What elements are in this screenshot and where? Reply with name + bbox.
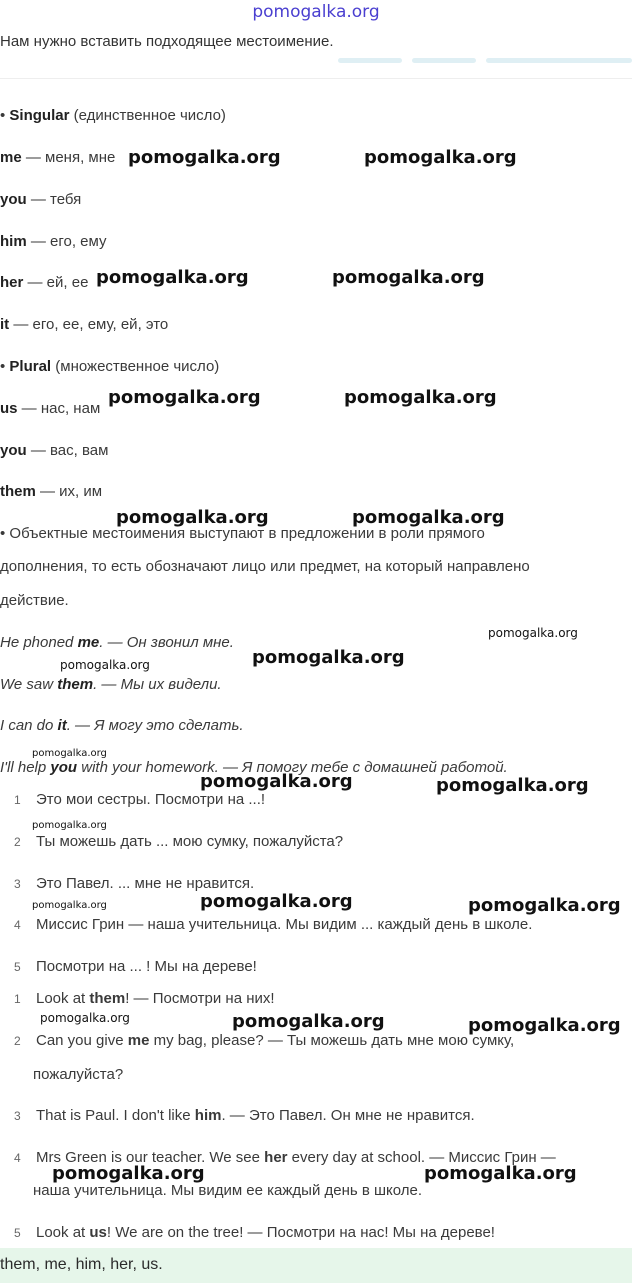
watermark: pomogalka.org <box>40 1011 130 1025</box>
watermark: pomogalka.org <box>252 647 405 668</box>
watermark: pomogalka.org <box>232 1011 385 1032</box>
pronoun-line: her — ей, ее <box>0 274 89 291</box>
watermark: pomogalka.org <box>468 895 621 916</box>
task-item: 5 Посмотри на ... ! Мы на дереве! <box>14 958 257 975</box>
task-item: 4 Миссис Грин — наша учительница. Мы видим ... каждый день в школе. <box>14 916 533 933</box>
task-item: 3 Это Павел. ... мне не нравится. <box>14 875 255 892</box>
intro-text: Нам нужно вставить подходящее местоимение. <box>0 33 334 50</box>
watermark: pomogalka.org <box>116 507 269 528</box>
watermark: pomogalka.org <box>32 900 107 911</box>
example-line: I can do it. — Я могу это сделать. <box>0 717 244 734</box>
rule-line: дополнения, то есть обозначают лицо или предмет, на который направлено <box>0 558 530 575</box>
answer-item-continuation: пожалуйста? <box>33 1066 124 1083</box>
watermark: pomogalka.org <box>352 507 505 528</box>
task-item: 2 Ты можешь дать ... мою сумку, пожалуйста? <box>14 833 344 850</box>
pronoun-line: him — его, ему <box>0 233 107 250</box>
example-line: We saw them. — Мы их видели. <box>0 676 222 693</box>
rule-line: • Объектные местоимения выступают в предложении в роли прямого <box>0 525 485 542</box>
answer-item: 2 Can you give me my bag, please? — Ты можешь дать мне мою сумку, <box>14 1032 515 1049</box>
pronoun-line: me — меня, мне <box>0 149 116 166</box>
rule-line: действие. <box>0 592 69 609</box>
watermark: pomogalka.org <box>60 658 150 672</box>
watermark: pomogalka.org <box>108 387 261 408</box>
divider <box>0 78 632 79</box>
pronoun-line: you — тебя <box>0 191 82 208</box>
example-line: I'll help you with your homework. — Я помогу тебе с домашней работой. <box>0 759 508 776</box>
singular-heading: • Singular (единственное число) <box>0 107 226 124</box>
watermark: pomogalka.org <box>468 1015 621 1036</box>
answer-item: 5 Look at us! We are on the tree! — Посмотри на нас! Мы на дереве! <box>14 1224 495 1241</box>
watermark: pomogalka.org <box>332 267 485 288</box>
site-header-watermark: pomogalka.org <box>252 2 380 22</box>
plural-heading: • Plural (множественное число) <box>0 358 220 375</box>
example-line: He phoned me. — Он звонил мне. <box>0 634 234 651</box>
faded-tab <box>486 58 632 63</box>
pronoun-line: it — его, ее, ему, ей, это <box>0 316 169 333</box>
watermark: pomogalka.org <box>128 147 281 168</box>
answer-item: 3 That is Paul. I don't like him. — Это Павел. Он мне не нравится. <box>14 1107 475 1124</box>
watermark: pomogalka.org <box>52 1163 205 1184</box>
watermark: pomogalka.org <box>32 820 107 831</box>
faded-tab <box>412 58 476 63</box>
watermark: pomogalka.org <box>200 891 353 912</box>
watermark: pomogalka.org <box>424 1163 577 1184</box>
answer-item-continuation: наша учительница. Мы видим ее каждый день в школе. <box>33 1182 423 1199</box>
watermark: pomogalka.org <box>32 748 107 759</box>
pronoun-line: you — вас, вам <box>0 442 109 459</box>
answer-item: 4 Mrs Green is our teacher. We see her every day at school. — Миссис Грин — <box>14 1149 556 1166</box>
watermark: pomogalka.org <box>488 626 578 640</box>
answer-item: 1 Look at them! — Посмотри на них! <box>14 990 275 1007</box>
pronoun-line: them — их, им <box>0 483 103 500</box>
faded-tab <box>338 58 402 63</box>
task-item: 1 Это мои сестры. Посмотри на ...! <box>14 791 266 808</box>
watermark: pomogalka.org <box>200 771 353 792</box>
watermark: pomogalka.org <box>96 267 249 288</box>
pronoun-line: us — нас, нам <box>0 400 101 417</box>
watermark: pomogalka.org <box>436 775 589 796</box>
answer-summary: them, me, him, her, us. <box>0 1256 163 1273</box>
watermark: pomogalka.org <box>344 387 497 408</box>
watermark: pomogalka.org <box>364 147 517 168</box>
